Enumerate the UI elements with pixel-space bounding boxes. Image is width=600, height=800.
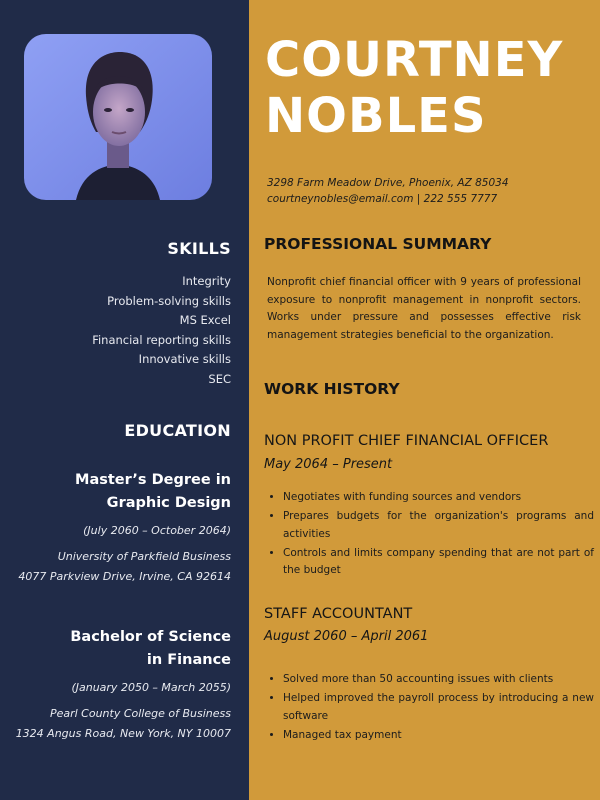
job-duty: • Prepares budgets for the organization's programs and activities: [283, 508, 594, 543]
last-name: NOBLES: [265, 88, 487, 144]
job-duty: • Controls and limits company spending that are not part of the budget: [283, 545, 594, 580]
skills-list: [92, 272, 231, 390]
contact-info: [267, 175, 509, 207]
candidate-name: [265, 32, 563, 144]
school-info: [11, 704, 231, 744]
skill-item: Problem-solving skills: [107, 293, 231, 308]
degree-line: Master’s Degree in: [75, 472, 231, 488]
degree-dates: (January 2050 – March 2055): [71, 681, 231, 694]
degree-title: [11, 626, 231, 672]
job-dates: May 2064 – Present: [264, 457, 393, 472]
school-address: 1324 Angus Road, New York, NY 10007: [15, 727, 231, 740]
skills-heading: SKILLS: [167, 239, 231, 258]
job-dates: August 2060 – April 2061: [264, 629, 429, 644]
job-duty: • Solved more than 50 accounting issues with clients: [283, 671, 594, 689]
sidebar: [0, 0, 249, 800]
education-entry: [11, 626, 231, 744]
education-heading: EDUCATION: [124, 421, 231, 440]
school-address: 4077 Parkview Drive, Irvine, CA 92614: [18, 570, 231, 583]
skill-item: SEC: [208, 371, 231, 386]
skill-item: MS Excel: [179, 313, 231, 328]
summary-heading: PROFESSIONAL SUMMARY: [264, 235, 492, 253]
degree-dates: (July 2060 – October 2064): [83, 524, 231, 537]
job-duties-list: [268, 671, 594, 746]
contact-address: 3298 Farm Meadow Drive, Phoenix, AZ 85034: [267, 177, 509, 189]
skill-item: Innovative skills: [138, 352, 231, 367]
contact-email-phone: courtneynobles@email.com | 222 555 7777: [267, 193, 498, 205]
degree-title: [11, 469, 231, 515]
job-duty: • Managed tax payment: [283, 727, 594, 745]
first-name: COURTNEY: [265, 32, 564, 88]
job-title: STAFF ACCOUNTANT: [264, 606, 413, 622]
profile-photo: [24, 34, 212, 200]
degree-line: Bachelor of Science: [70, 629, 231, 645]
education-entry: [11, 469, 231, 587]
work-history-heading: WORK HISTORY: [264, 380, 400, 398]
degree-line: in Finance: [146, 652, 231, 668]
job-title: NON PROFIT CHIEF FINANCIAL OFFICER: [264, 433, 549, 449]
job-duty: • Negotiates with funding sources and vendors: [283, 489, 594, 507]
school-info: [11, 547, 231, 587]
school-name: Pearl County College of Business: [49, 707, 231, 720]
job-duties-list: [268, 489, 594, 581]
job-duty: • Helped improved the payroll process by introducing a new software: [283, 690, 594, 725]
summary-text: Nonprofit chief financial officer with 9 years of professional exposure to nonprofit management in nonprofit sectors. Works under pressure and possesses effective risk management strategies beneficial to the organization.: [267, 276, 581, 341]
portrait-image: [24, 34, 212, 200]
skill-item: Financial reporting skills: [92, 332, 231, 347]
degree-line: Graphic Design: [106, 495, 231, 511]
skill-item: Integrity: [182, 274, 231, 288]
school-name: University of Parkfield Business: [57, 550, 231, 563]
